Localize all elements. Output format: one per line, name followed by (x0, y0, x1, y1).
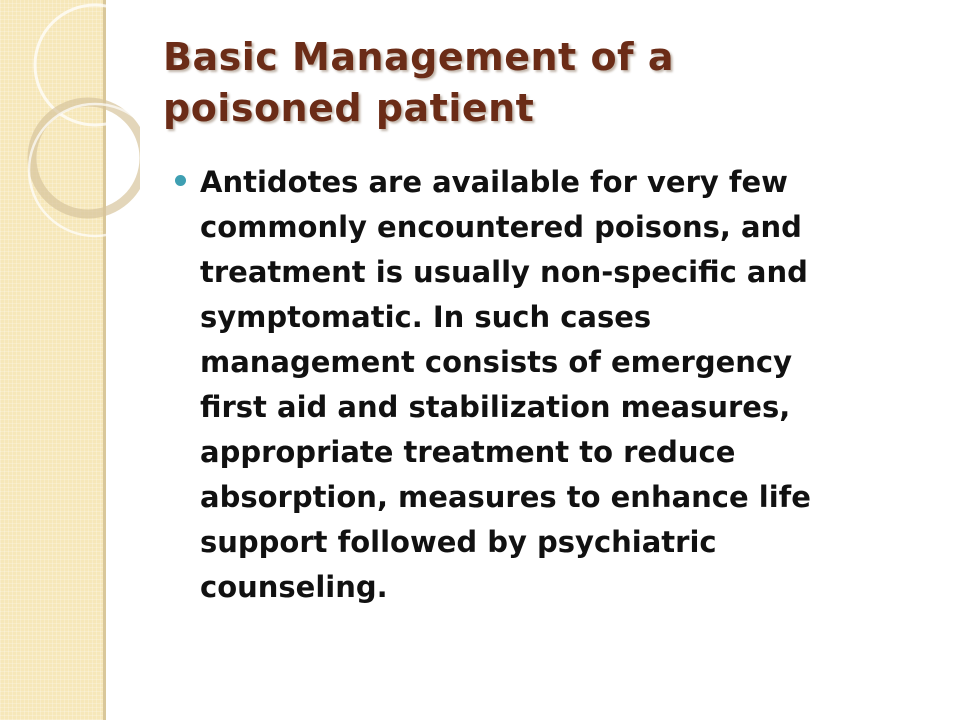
side-decorative-band (0, 0, 103, 720)
slide-content (175, 160, 945, 610)
bullet-dot-icon (175, 175, 186, 186)
side-band-border (103, 0, 106, 720)
slide-title: Basic Management of a poisoned patient (163, 35, 674, 130)
bullet-text: Antidotes are available for very few commonly encountered poisons, and treatment is usually non-specific and symptomatic. In such cases management consists of emergency first aid and stabilization measures, appropriate treatment to reduce absorption, measures to enhance life support followed by psychiatric counseling. (200, 165, 811, 604)
bullet-item (175, 160, 945, 610)
